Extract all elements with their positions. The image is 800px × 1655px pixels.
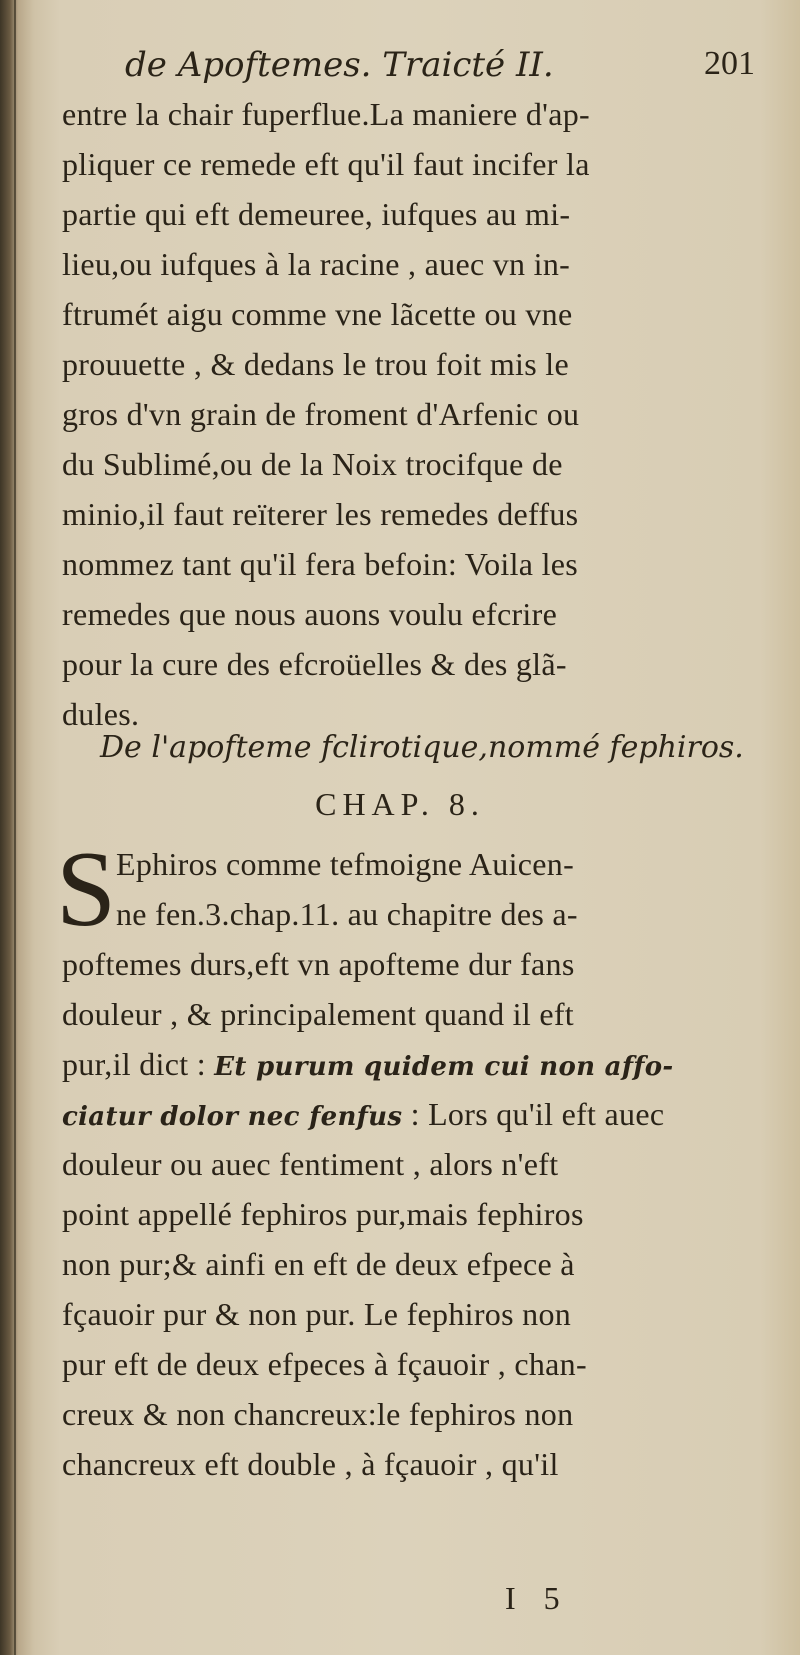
running-title: de Apoftemes. Traicté II. <box>125 45 554 85</box>
text-line: pur eft de deux efpeces à fçauoir , chan- <box>62 1346 587 1382</box>
text-line: pour la cure des efcroüelles & des glã- <box>62 646 567 682</box>
text-line: pliquer ce remede eft qu'il faut incifer la <box>62 146 590 182</box>
text-line: partie qui eft demeuree, iufques au mi- <box>62 196 571 232</box>
text-line-with-quote <box>62 1040 747 1088</box>
chapter-label: CHAP. 8. <box>315 786 485 822</box>
text-line: lieu,ou iufques à la racine , auec vn in- <box>62 246 571 282</box>
text-line: poftemes durs,eft vn apofteme dur fans <box>62 946 575 982</box>
running-header <box>125 45 755 89</box>
text-line: douleur ou auec fentiment , alors n'eft <box>62 1146 559 1182</box>
latin-quote: Et purum quidem cui non affo- <box>214 1052 674 1082</box>
text-line: chancreux eft double , à fçauoir , qu'il <box>62 1446 559 1482</box>
text-line: minio,il faut reïterer les remedes deffus <box>62 496 579 532</box>
page-number: 201 <box>704 45 755 82</box>
signature-mark: I 5 <box>505 1580 570 1616</box>
text-line: creux & non chancreux:le fephiros non <box>62 1396 574 1432</box>
text-line: point appellé fephiros pur,mais fephiros <box>62 1196 584 1232</box>
latin-quote: ciatur dolor nec fenfus <box>62 1102 403 1132</box>
text-line: douleur , & principalement quand il eft <box>62 996 574 1032</box>
text-line: ne fen.3.chap.11. au chapitre des a- <box>116 896 578 932</box>
text-line: non pur;& ainfi en eft de deux efpece à <box>62 1246 575 1282</box>
text-line: gros d'vn grain de froment d'Arfenic ou <box>62 396 580 432</box>
text-line: entre la chair fuperflue.La maniere d'ap- <box>62 96 590 132</box>
text-line: nommez tant qu'il fera befoin: Voila les <box>62 546 579 582</box>
text-fragment: : Lors qu'il eft auec <box>402 1096 665 1132</box>
drop-cap: S <box>56 830 117 949</box>
section-title: De l'apofteme fclirotique,nommé fephiros. <box>100 730 744 765</box>
text-line: fçauoir pur & non pur. Le fephiros non <box>62 1296 572 1332</box>
text-line: du Sublimé,ou de la Noix trocifque de <box>62 446 563 482</box>
text-line: prouuette , & dedans le trou foit mis le <box>62 346 569 382</box>
text-line: ftrumét aigu comme vne lãcette ou vne <box>62 296 573 332</box>
text-fragment: pur,il dict : <box>62 1046 215 1082</box>
text-line: dules. <box>62 696 140 732</box>
text-line: remedes que nous auons voulu efcrire <box>62 596 558 632</box>
text-line-with-quote <box>62 1090 747 1138</box>
text-line: Ephiros comme tefmoigne Auicen- <box>116 846 575 882</box>
